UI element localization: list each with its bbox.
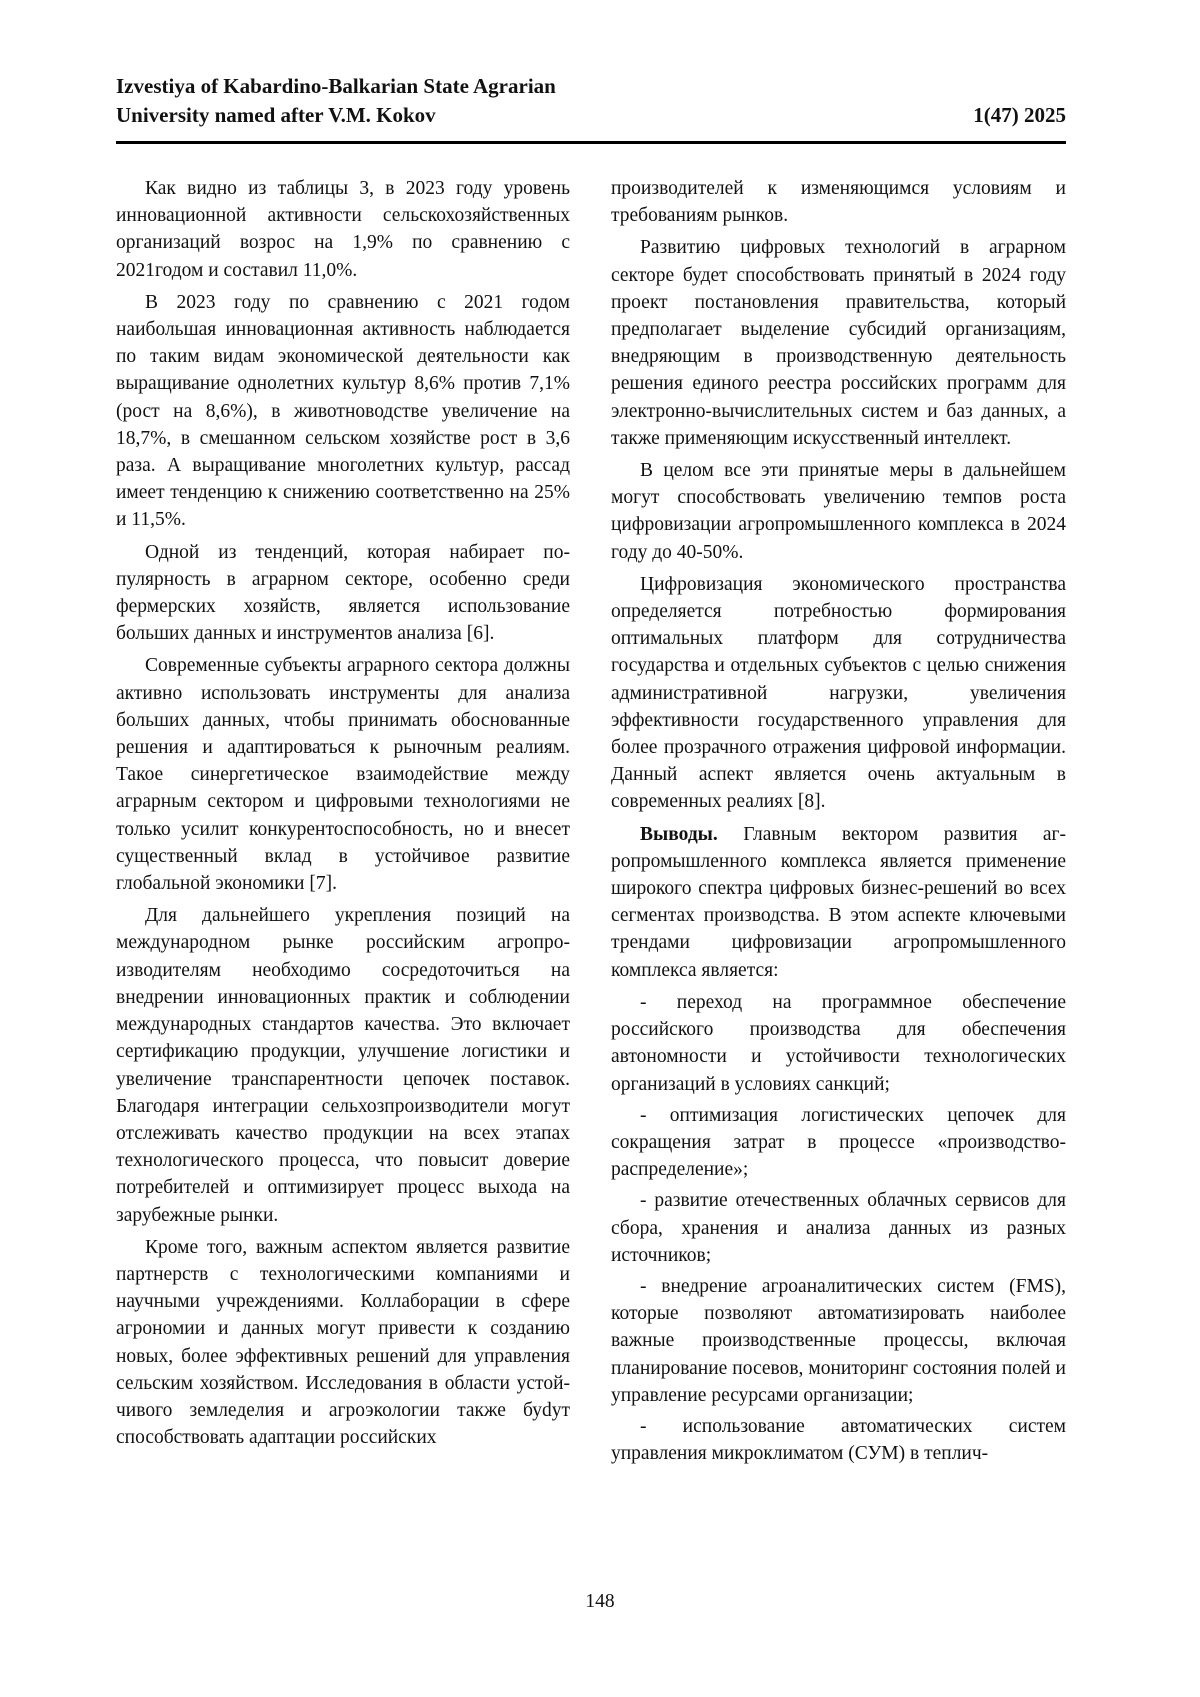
- paragraph: Для дальнейшего укрепления позиций на международном рынке российским агропроизводителям необходимо сосредоточиться на внедрении инновационных практик и соблюдении международных стандартов качества. Это включает сертификацию продукции, улучшение логистики и увеличение транспарентности цепочек поставок. Благодаря интеграции сельхозпроизводители могут отслеживать качество продукции на всех этапах технологического процесса, что повысит доверие потребителей и оптимизирует процесс выхода на зарубежные рынки.: [116, 905, 570, 1226]
- paragraph: Развитию цифровых технологий в аграрном секторе будет способствовать принятый в 2024 году проект постановления правительства, который предполагает выделение субсидий организациям, внедряющим в производственную деятельность решения единого реестра российских программ для электронно-вычислительных систем и баз данных, а также применяющим искусственный интеллект.: [611, 237, 1066, 449]
- paragraph: В целом все эти принятые меры в дальнейшем могут способствовать увеличению темпов роста цифровизации агропромышленного комплекса в 2024 году до 40-50%.: [611, 460, 1066, 563]
- paragraph: Одной из тенденций, которая набирает популярность в аграрном секторе, особенно среди фермерских хозяйств, является использование больших данных и инструментов анализа [6].: [116, 541, 570, 645]
- paragraph: В 2023 году по сравнению с 2021 годом наибольшая инновационная активность наблюдается по таким видам экономической деятельности как выращивание однолетних культур 8,6% против 7,1% (рост на 8,6%), в животноводстве увеличение на 18,7%, в смешанном сельском хозяйстве рост в 3,6 раза. А выращивание многолетних культур, рассад имеет тенденцию к снижению соответственно на 25% и 11,5%.: [116, 291, 570, 531]
- conclusions-paragraph: [611, 821, 1066, 984]
- header-rule: [116, 141, 1066, 144]
- paragraph: Цифровизация экономического пространства определяется потребностью формирования оптимальных платформ для сотрудничества государства и отдельных субъектов с целью снижения административной нагрузки, увеличения эффективности государственного управления для более прозрачного отражения цифровой информации. Данный аспект является очень актуальным в современных реалиях [8].: [611, 573, 1066, 813]
- list-item: - развитие отечественных облачных сервисов для сбора, хранения и анализа данных из разных источников;: [611, 1190, 1066, 1266]
- paragraph: Кроме того, важным аспектом является развитие партнерств с технологическими компаниями и научными учреждениями. Коллаборации в сфере агрономии и данных могут привести к созданию новых, более эффективных решений для управления сельским хозяйством. Исследования в области устойчивого земледелия и агроэкологии также буdут способствовать адаптации российских: [116, 1236, 570, 1449]
- list-item: - внедрение агроаналитических систем (FMS), которые позволяют автоматизировать наиболее важные производственные процессы, включая планирование посевов, мониторинг состояния полей и управление ресурсами организации;: [611, 1275, 1066, 1406]
- conclusions-text: Главным вектором развития агропромышленного комплекса является применение широкого спектра цифровых бизнес-решений во всех сегментах производства. В этом аспекте ключевыми трендами цифровизации агропромышленного комплекса является:: [611, 823, 1066, 981]
- paragraph: Современные субъекты аграрного сектора должны активно использовать инструменты для анализа больших данных, чтобы принимать обоснованные решения и адаптироваться к рыночным реалиям. Такое синергетическое взаимодействие между аграрным сектором и цифровыми технологиями не только усилит конкурентоспособность, но и внесет существенный вклад в устойчивое развитие глобальной экономики [7].: [116, 655, 570, 895]
- journal-title-line-2: University named after V.M. Kokov: [116, 103, 436, 127]
- paragraph-continuation: производителей к изменяющимся условиям и требованиям рынков.: [611, 178, 1066, 227]
- left-column: [116, 175, 570, 1456]
- list-item: - оптимизация логистических цепочек для сокращения затрат в процессе «производство-распределение»;: [611, 1104, 1066, 1181]
- page-number: 148: [585, 1591, 615, 1612]
- conclusions-label: Выводы.: [640, 823, 718, 845]
- list-item: - переход на программное обеспечение российского производства для обеспечения автономности и устойчивости технологических организаций в условиях санкций;: [611, 991, 1066, 1095]
- right-column: [611, 175, 1066, 1471]
- running-header: [116, 72, 1066, 130]
- list-item: - использование автоматических систем управления микроклиматом (СУМ) в теплич-: [611, 1415, 1066, 1465]
- journal-title-line-1: Izvestiya of Kabardino-Balkarian State Agrarian: [116, 74, 556, 98]
- issue-number: 1(47) 2025: [973, 103, 1066, 127]
- paragraph: Как видно из таблицы 3, в 2023 году уровень инновационной активности сельскохозяйственных организаций возрос на 1,9% по сравнению с 2021годом и составил 11,0%.: [116, 178, 570, 281]
